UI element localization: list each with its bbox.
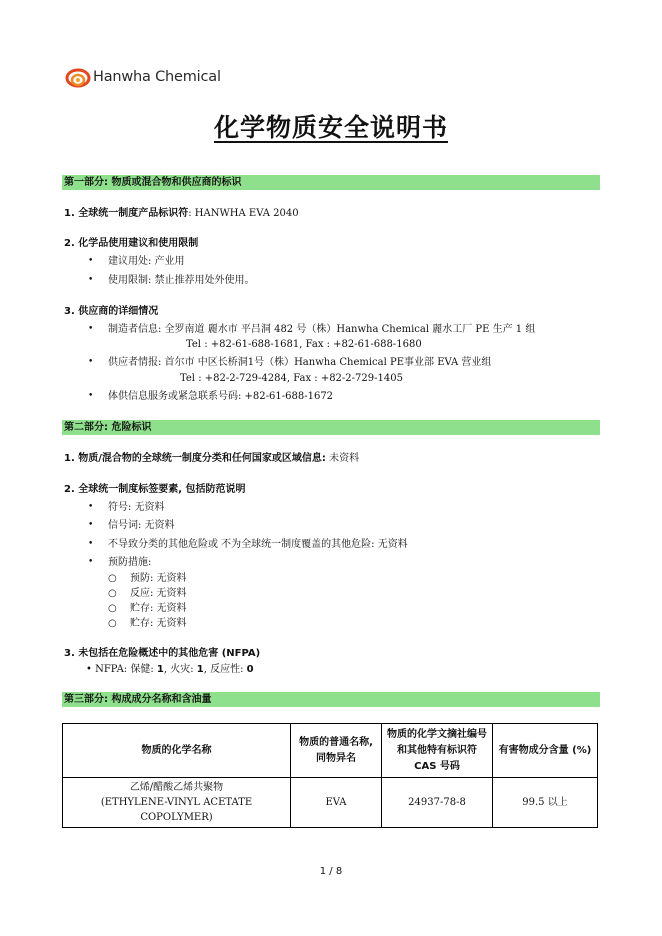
chemical-name-en: (ETHYLENE-VINYL ACETATE COPOLYMER) [100, 797, 253, 823]
s1-item2-bullet-1: 建议用处: 产业用 [108, 256, 185, 267]
hanwha-flame-icon [64, 64, 94, 94]
bullet: • [88, 357, 94, 367]
s2-item3-label: 3. 未包括在危险概述中的其他危害 (NFPA) [64, 648, 261, 659]
s1-item1-label: 1. 全球统一制度产品标识符 [64, 208, 189, 219]
logo-text: Hanwha Chemical [93, 69, 221, 85]
sub-bullet: ○ [108, 603, 117, 614]
manufacturer-info: 制造者信息: 全罗南道 麗水市 平吕洞 482 号（株）Hanwha Chemical 麗水工厂 PE 生产 1 组 [108, 324, 536, 335]
supplier-tel: Tel : +82-2-729-4284, Fax : +82-2-729-1405 [180, 373, 403, 384]
nfpa-health: 1 [156, 664, 164, 675]
s1-item2-bullet-2: 使用限制: 禁止推荐用处外使用。 [108, 275, 255, 286]
table-header-row [63, 724, 598, 778]
col-cas-number: 物质的化学文摘社编号和其他特有标识符 CAS 号码 [382, 724, 493, 778]
bullet: • [88, 324, 94, 334]
cell-common-name: EVA [291, 778, 382, 828]
s1-item1-value: : HANWHA EVA 2040 [188, 208, 299, 219]
col-common-name: 物质的普通名称, 同物异名 [291, 724, 382, 778]
nfpa-prefix: • NFPA: 保健: [86, 664, 157, 675]
nfpa-fire: 1 [196, 664, 204, 675]
cell-content: 99.5 以上 [493, 778, 598, 828]
s2-bullet-symbol: 符号: 无资料 [108, 502, 165, 513]
bullet: • [88, 557, 94, 567]
s2-item2-label: 2. 全球统一制度标签要素, 包括防范说明 [64, 484, 246, 495]
s2-bullet-other-hazard: 不导致分类的其他危险或 不为全球统一制度覆盖的其他危险: 无资料 [108, 539, 408, 550]
bullet: • [88, 275, 94, 285]
bullet: • [88, 539, 94, 549]
company-logo [64, 58, 244, 98]
col-chemical-name: 物质的化学名称 [63, 724, 291, 778]
nfpa-react-prefix: , 反应性: [203, 664, 247, 675]
page-number: 1 / 8 [319, 866, 343, 877]
supplier-info: 供应者情报: 首尔市 中区长桥洞1号（株）Hanwha Chemical PE事业部 EVA 营业组 [108, 357, 492, 368]
document-title: 化学物质安全说明书 [213, 113, 448, 142]
s2-item1-label: 1. 物质/混合物的全球统一制度分类和任何国家或区域信息: [64, 453, 326, 464]
nfpa-fire-prefix: , 火灾: [163, 664, 197, 675]
bullet: • [88, 391, 94, 401]
s2-item1 [64, 452, 359, 465]
bullet: • [88, 520, 94, 530]
emergency-contact: 体供信息服务或紧急联系号码: +82-61-688-1672 [108, 391, 334, 402]
chemical-name-cn: 乙烯/醋酸乙烯共聚物 [129, 782, 224, 793]
bullet: • [88, 502, 94, 512]
col-content: 有害物成分含量 (%) [493, 724, 598, 778]
precaution-response: 反应: 无资料 [130, 588, 187, 599]
sub-bullet: ○ [108, 588, 117, 599]
table-row [63, 778, 598, 828]
composition-table [62, 723, 598, 828]
precaution-storage: 贮存: 无资料 [130, 603, 187, 614]
s1-item1 [64, 207, 299, 220]
nfpa-rating [86, 663, 254, 676]
s1-item2-label: 2. 化学品使用建议和使用限制 [64, 238, 199, 249]
bullet: • [88, 256, 94, 266]
sub-bullet: ○ [108, 618, 117, 629]
section-2-heading: 第二部分: 危险标识 [62, 420, 600, 435]
manufacturer-tel: Tel : +82-61-688-1681, Fax : +82-61-688-1680 [186, 339, 422, 350]
s1-item3-label: 3. 供应商的详细情况 [64, 306, 159, 317]
cell-chemical-name [63, 778, 291, 828]
s2-bullet-signal: 信号词: 无资料 [108, 520, 175, 531]
nfpa-reactivity: 0 [246, 664, 254, 675]
s2-item1-value: 未资料 [325, 453, 360, 464]
cell-cas-number: 24937-78-8 [382, 778, 493, 828]
section-3-heading: 第三部分: 构成成分名称和含油量 [62, 692, 600, 707]
s2-bullet-precaution: 预防措施: [108, 557, 152, 568]
precaution-prevention: 预防: 无资料 [130, 573, 187, 584]
sub-bullet: ○ [108, 573, 117, 584]
precaution-storage-2: 贮存: 无资料 [130, 618, 187, 629]
section-1-heading: 第一部分: 物质或混合物和供应商的标识 [62, 175, 600, 190]
